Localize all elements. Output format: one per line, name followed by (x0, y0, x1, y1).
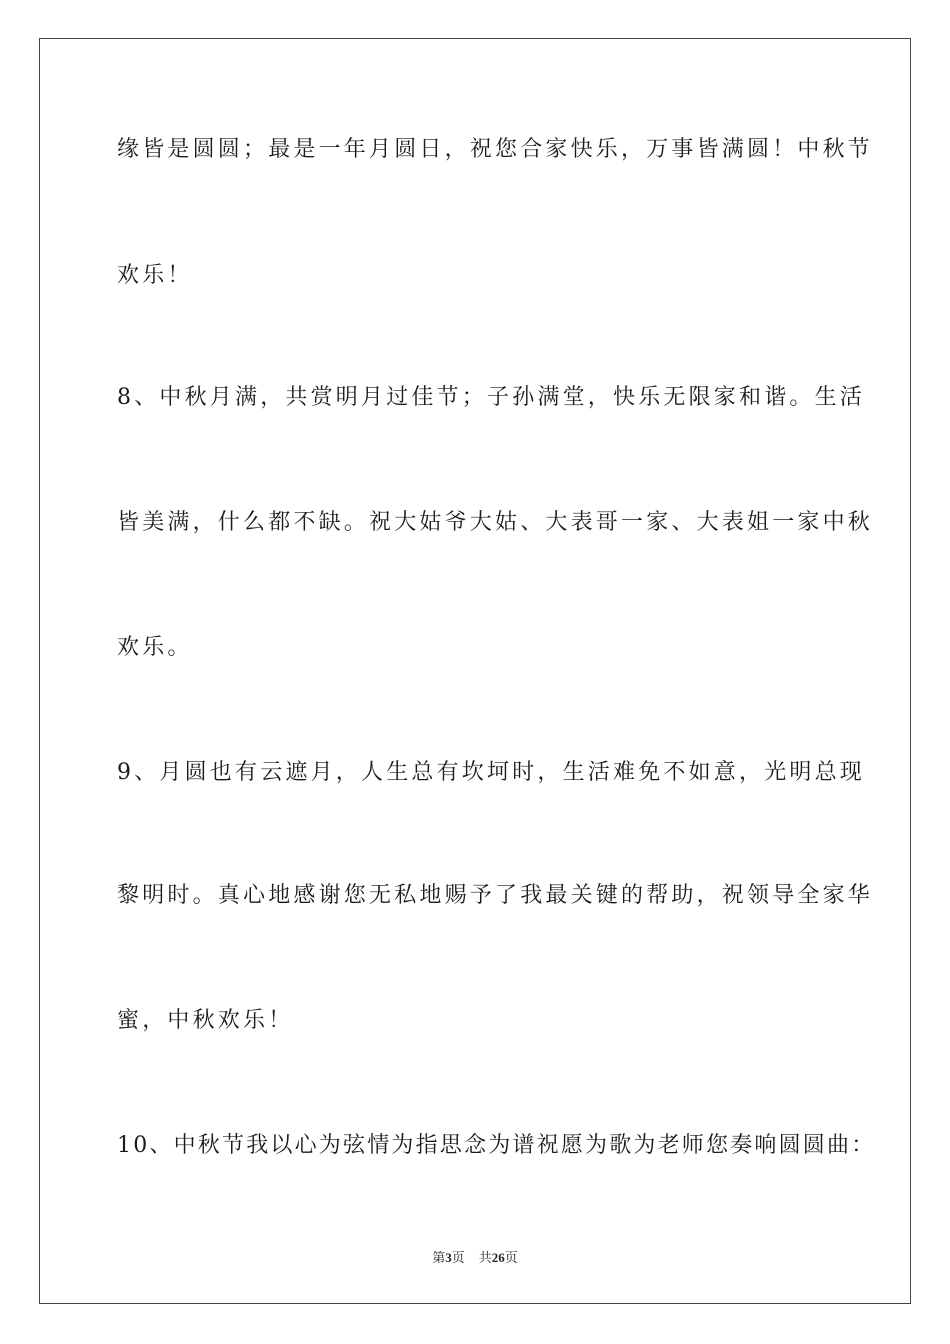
total-pages: 26 (491, 1250, 505, 1265)
text-line: 欢乐！ (117, 263, 193, 288)
text-line: 缘皆是圆圆；最是一年月圆日，祝您合家快乐，万事皆满圆！中秋节 (117, 137, 874, 162)
page-footer (0, 1247, 950, 1266)
page-suffix: 页 (451, 1250, 465, 1265)
page-number: 3 (445, 1250, 452, 1265)
total-suffix: 页 (504, 1250, 518, 1265)
page-frame (39, 38, 911, 1304)
text-line: 黎明时。真心地感谢您无私地赐予了我最关键的帮助，祝领导全家华 (117, 883, 874, 908)
page-prefix: 第 (432, 1250, 446, 1265)
text-line: 蜜，中秋欢乐！ (117, 1008, 294, 1033)
text-line: 9、月圆也有云遮月，人生总有坎坷时，生活难免不如意，光明总现 (117, 760, 865, 785)
total-prefix: 共 (478, 1250, 492, 1265)
text-line: 欢乐。 (117, 635, 193, 660)
text-line: 皆美满，什么都不缺。祝大姑爷大姑、大表哥一家、大表姐一家中秋 (117, 510, 874, 535)
text-line: 10、中秋节我以心为弦情为指思念为谱祝愿为歌为老师您奏响圆圆曲： (117, 1133, 876, 1158)
text-line: 8、中秋月满，共赏明月过佳节；子孙满堂，快乐无限家和谐。生活 (117, 385, 865, 410)
